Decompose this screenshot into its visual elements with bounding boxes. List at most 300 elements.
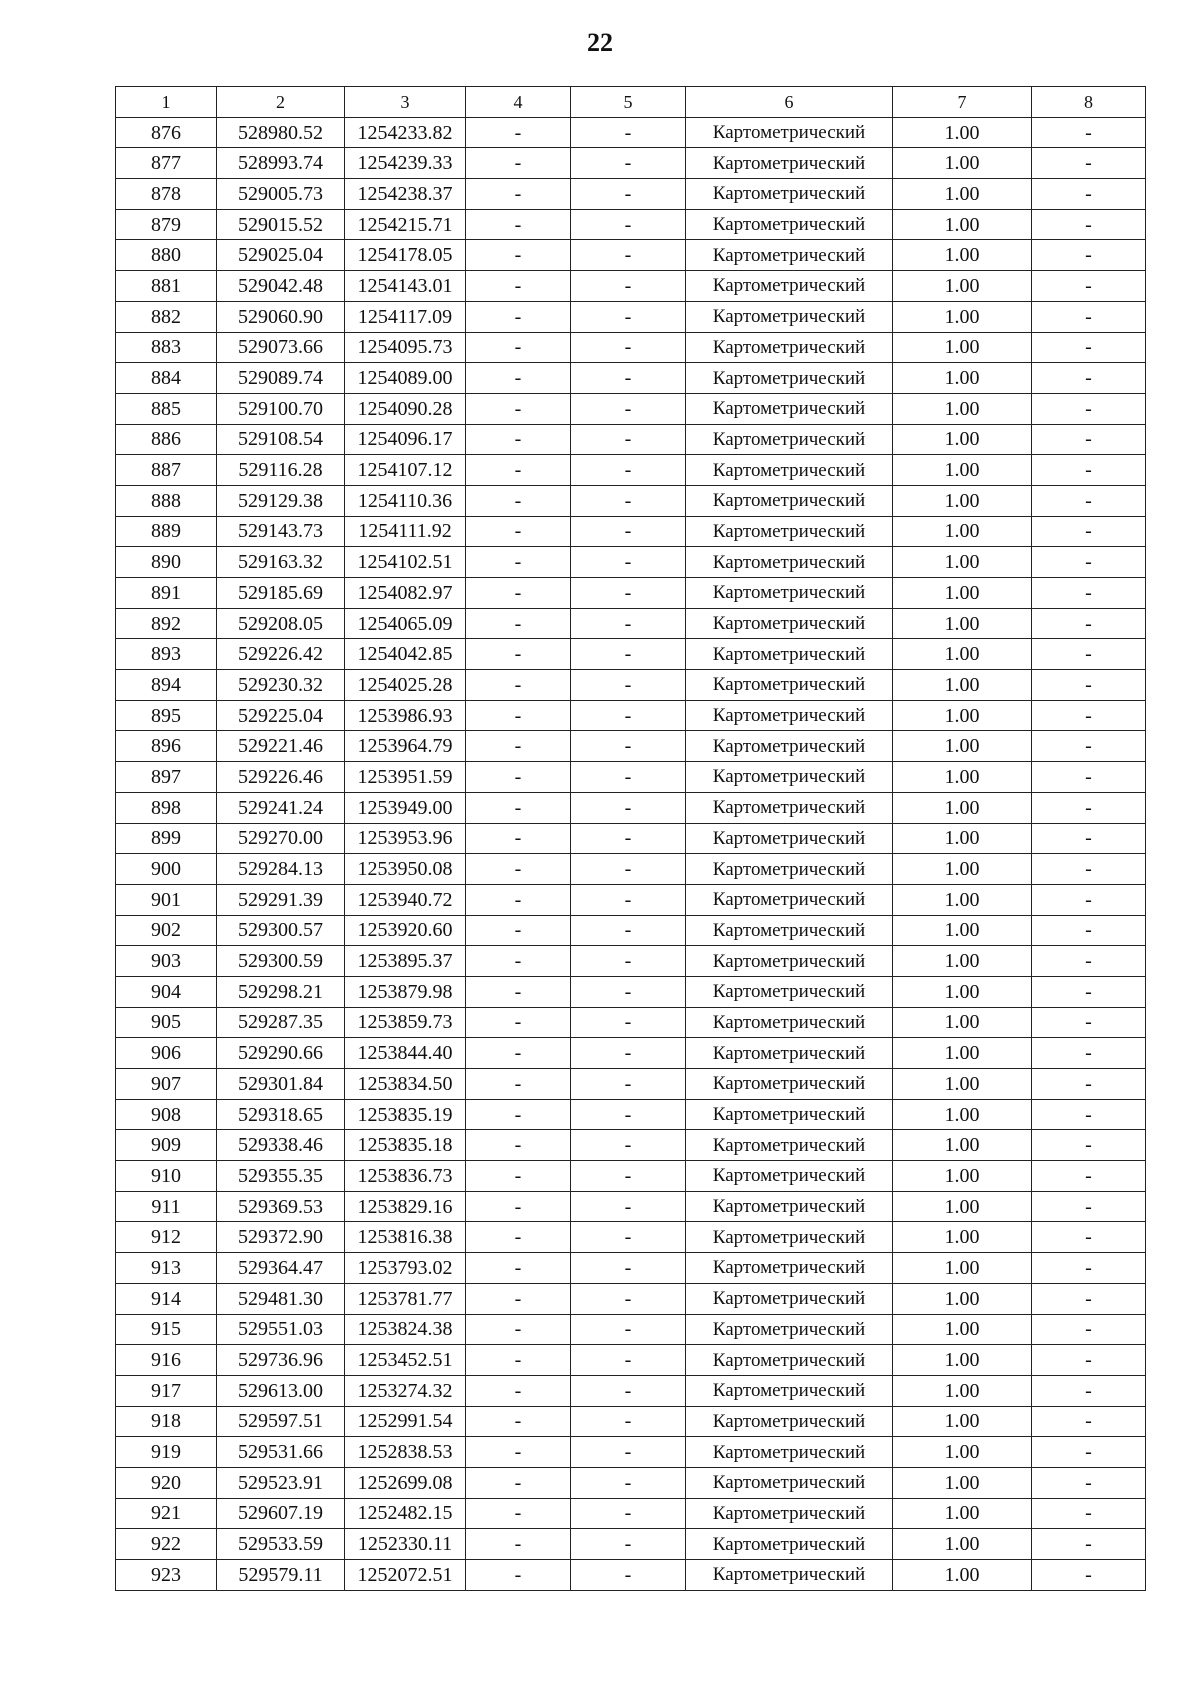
- table-row: [116, 1560, 1146, 1591]
- table-cell: Картометрический: [686, 455, 893, 486]
- table-cell: Картометрический: [686, 148, 893, 179]
- table-cell: 529533.59: [217, 1529, 345, 1560]
- table-cell: 529523.91: [217, 1467, 345, 1498]
- table-cell: 1.00: [893, 1375, 1032, 1406]
- table-cell: -: [571, 1375, 686, 1406]
- table-row: [116, 1529, 1146, 1560]
- table-cell: -: [571, 1560, 686, 1591]
- table-cell: Картометрический: [686, 884, 893, 915]
- table-cell: 1.00: [893, 1529, 1032, 1560]
- table-cell: -: [466, 117, 571, 148]
- table-row: [116, 1314, 1146, 1345]
- table-row: [116, 301, 1146, 332]
- table-cell: 885: [116, 393, 217, 424]
- table-row: [116, 1222, 1146, 1253]
- table-row: [116, 1467, 1146, 1498]
- table-cell: -: [571, 1069, 686, 1100]
- table-cell: 1.00: [893, 547, 1032, 578]
- table-cell: 1.00: [893, 762, 1032, 793]
- page-number: 22: [587, 28, 613, 57]
- table-cell: -: [466, 424, 571, 455]
- table-cell: -: [466, 1467, 571, 1498]
- table-row: [116, 424, 1146, 455]
- table-cell: Картометрический: [686, 516, 893, 547]
- table-cell: Картометрический: [686, 1314, 893, 1345]
- table-cell: Картометрический: [686, 946, 893, 977]
- table-cell: 1254089.00: [345, 363, 466, 394]
- table-cell: -: [1032, 1161, 1146, 1192]
- table-cell: -: [466, 1007, 571, 1038]
- table-cell: -: [466, 792, 571, 823]
- table-cell: 1254102.51: [345, 547, 466, 578]
- table-cell: 529287.35: [217, 1007, 345, 1038]
- table-row: [116, 393, 1146, 424]
- table-row: [116, 578, 1146, 609]
- table-cell: 529300.59: [217, 946, 345, 977]
- table-cell: -: [466, 608, 571, 639]
- table-cell: -: [571, 209, 686, 240]
- table-cell: -: [571, 148, 686, 179]
- table-cell: -: [571, 1099, 686, 1130]
- table-cell: -: [1032, 1069, 1146, 1100]
- table-cell: 529025.04: [217, 240, 345, 271]
- table-cell: 1.00: [893, 1345, 1032, 1376]
- table-cell: 1254111.92: [345, 516, 466, 547]
- table-cell: -: [1032, 1345, 1146, 1376]
- table-cell: -: [466, 700, 571, 731]
- table-cell: -: [571, 854, 686, 885]
- table-row: [116, 271, 1146, 302]
- table-cell: -: [571, 823, 686, 854]
- table-cell: -: [466, 823, 571, 854]
- table-cell: -: [1032, 1314, 1146, 1345]
- table-cell: Картометрический: [686, 209, 893, 240]
- table-cell: 895: [116, 700, 217, 731]
- table-cell: -: [571, 731, 686, 762]
- table-cell: Картометрический: [686, 1191, 893, 1222]
- table-cell: -: [1032, 639, 1146, 670]
- table-cell: 529531.66: [217, 1437, 345, 1468]
- table-cell: 1254178.05: [345, 240, 466, 271]
- table-row: [116, 485, 1146, 516]
- table-cell: 900: [116, 854, 217, 885]
- table-cell: Картометрический: [686, 1007, 893, 1038]
- table-cell: 913: [116, 1253, 217, 1284]
- table-cell: 915: [116, 1314, 217, 1345]
- table-row: [116, 976, 1146, 1007]
- table-cell: 905: [116, 1007, 217, 1038]
- table-cell: 1253274.32: [345, 1375, 466, 1406]
- table-row: [116, 731, 1146, 762]
- table-cell: 886: [116, 424, 217, 455]
- table-cell: 529208.05: [217, 608, 345, 639]
- coordinates-table: [115, 86, 1146, 1591]
- table-cell: -: [466, 1130, 571, 1161]
- table-cell: Картометрический: [686, 1253, 893, 1284]
- table-cell: 1253835.18: [345, 1130, 466, 1161]
- table-cell: 1.00: [893, 1253, 1032, 1284]
- table-cell: -: [466, 1099, 571, 1130]
- table-cell: Картометрический: [686, 608, 893, 639]
- table-cell: 1254238.37: [345, 179, 466, 210]
- table-cell: 907: [116, 1069, 217, 1100]
- table-cell: -: [466, 915, 571, 946]
- table-cell: -: [1032, 547, 1146, 578]
- table-cell: -: [571, 1161, 686, 1192]
- table-cell: 1.00: [893, 578, 1032, 609]
- table-cell: -: [571, 1467, 686, 1498]
- table-cell: 1254107.12: [345, 455, 466, 486]
- table-cell: -: [466, 516, 571, 547]
- table-cell: Картометрический: [686, 1130, 893, 1161]
- table-cell: 1.00: [893, 608, 1032, 639]
- table-cell: -: [571, 363, 686, 394]
- table-cell: -: [466, 1038, 571, 1069]
- table-cell: -: [466, 1161, 571, 1192]
- table-cell: Картометрический: [686, 1099, 893, 1130]
- table-cell: 1.00: [893, 179, 1032, 210]
- table-row: [116, 823, 1146, 854]
- table-cell: 1253920.60: [345, 915, 466, 946]
- table-row: [116, 1007, 1146, 1038]
- table-cell: 529736.96: [217, 1345, 345, 1376]
- table-cell: 1.00: [893, 148, 1032, 179]
- table-cell: Картометрический: [686, 1467, 893, 1498]
- table-row: [116, 1345, 1146, 1376]
- table-cell: -: [1032, 854, 1146, 885]
- table-cell: 1.00: [893, 363, 1032, 394]
- table-cell: 529284.13: [217, 854, 345, 885]
- table-cell: -: [1032, 516, 1146, 547]
- table-row: [116, 639, 1146, 670]
- table-cell: 529226.46: [217, 762, 345, 793]
- table-cell: -: [1032, 240, 1146, 271]
- table-cell: 1.00: [893, 1406, 1032, 1437]
- table-cell: -: [466, 1406, 571, 1437]
- table-cell: -: [1032, 915, 1146, 946]
- table-cell: 1.00: [893, 1437, 1032, 1468]
- table-cell: -: [466, 1529, 571, 1560]
- table-cell: -: [1032, 1253, 1146, 1284]
- table-cell: Картометрический: [686, 1498, 893, 1529]
- table-cell: -: [1032, 1375, 1146, 1406]
- table-cell: -: [571, 1222, 686, 1253]
- table-cell: 897: [116, 762, 217, 793]
- table-cell: 912: [116, 1222, 217, 1253]
- table-cell: -: [466, 1314, 571, 1345]
- table-cell: -: [571, 485, 686, 516]
- table-cell: -: [466, 271, 571, 302]
- table-cell: -: [466, 1222, 571, 1253]
- table-cell: 890: [116, 547, 217, 578]
- table-cell: 889: [116, 516, 217, 547]
- table-cell: 899: [116, 823, 217, 854]
- table-cell: -: [571, 547, 686, 578]
- table-row: [116, 179, 1146, 210]
- table-cell: Картометрический: [686, 762, 893, 793]
- table-cell: Картометрический: [686, 271, 893, 302]
- table-cell: 1.00: [893, 1191, 1032, 1222]
- table-cell: 876: [116, 117, 217, 148]
- table-cell: 1253452.51: [345, 1345, 466, 1376]
- table-cell: 1.00: [893, 1314, 1032, 1345]
- table-row: [116, 792, 1146, 823]
- table-cell: 1252991.54: [345, 1406, 466, 1437]
- table-cell: 1253816.38: [345, 1222, 466, 1253]
- table-cell: 1252699.08: [345, 1467, 466, 1498]
- table-cell: 1.00: [893, 823, 1032, 854]
- table-cell: 1254082.97: [345, 578, 466, 609]
- table-cell: -: [466, 1253, 571, 1284]
- table-cell: -: [466, 854, 571, 885]
- table-cell: 528980.52: [217, 117, 345, 148]
- table-cell: -: [1032, 1498, 1146, 1529]
- table-cell: -: [571, 271, 686, 302]
- table-cell: -: [571, 117, 686, 148]
- table-cell: Картометрический: [686, 792, 893, 823]
- table-row: [116, 1406, 1146, 1437]
- table-cell: 914: [116, 1283, 217, 1314]
- table-cell: 1.00: [893, 1560, 1032, 1591]
- table-cell: 1253835.19: [345, 1099, 466, 1130]
- column-header-7: 7: [893, 87, 1032, 118]
- table-cell: Картометрический: [686, 301, 893, 332]
- table-cell: 1252072.51: [345, 1560, 466, 1591]
- table-cell: 1.00: [893, 240, 1032, 271]
- table-cell: 883: [116, 332, 217, 363]
- table-cell: 878: [116, 179, 217, 210]
- table-cell: Картометрический: [686, 976, 893, 1007]
- table-cell: 1254042.85: [345, 639, 466, 670]
- column-header-5: 5: [571, 87, 686, 118]
- table-row: [116, 854, 1146, 885]
- table-row: [116, 209, 1146, 240]
- table-cell: 529116.28: [217, 455, 345, 486]
- table-cell: 1254096.17: [345, 424, 466, 455]
- table-cell: -: [1032, 179, 1146, 210]
- table-row: [116, 946, 1146, 977]
- table-cell: 1.00: [893, 209, 1032, 240]
- table-cell: 529108.54: [217, 424, 345, 455]
- table-cell: -: [571, 915, 686, 946]
- table-cell: Картометрический: [686, 1283, 893, 1314]
- table-cell: 529143.73: [217, 516, 345, 547]
- table-cell: -: [466, 1345, 571, 1376]
- table-cell: 529185.69: [217, 578, 345, 609]
- table-cell: -: [1032, 823, 1146, 854]
- table-cell: Картометрический: [686, 363, 893, 394]
- table-row: [116, 363, 1146, 394]
- table-cell: 1254215.71: [345, 209, 466, 240]
- table-cell: -: [466, 393, 571, 424]
- table-cell: Картометрический: [686, 1560, 893, 1591]
- table-cell: -: [466, 670, 571, 701]
- table-cell: Картометрический: [686, 1529, 893, 1560]
- table-row: [116, 1375, 1146, 1406]
- table-row: [116, 1069, 1146, 1100]
- table-cell: -: [571, 1345, 686, 1376]
- table-cell: -: [466, 332, 571, 363]
- table-row: [116, 1253, 1146, 1284]
- table-cell: 529290.66: [217, 1038, 345, 1069]
- table-cell: -: [1032, 209, 1146, 240]
- table-cell: 1254110.36: [345, 485, 466, 516]
- table-cell: -: [466, 363, 571, 394]
- table-cell: Картометрический: [686, 578, 893, 609]
- table-cell: 529163.32: [217, 547, 345, 578]
- table-cell: 529338.46: [217, 1130, 345, 1161]
- table-row: [116, 1130, 1146, 1161]
- table-cell: 1253781.77: [345, 1283, 466, 1314]
- table-cell: -: [1032, 1222, 1146, 1253]
- table-cell: 1.00: [893, 117, 1032, 148]
- table-cell: Картометрический: [686, 179, 893, 210]
- table-cell: -: [571, 179, 686, 210]
- table-cell: 1.00: [893, 854, 1032, 885]
- table-cell: 529579.11: [217, 1560, 345, 1591]
- table-cell: -: [571, 1007, 686, 1038]
- table-cell: -: [1032, 762, 1146, 793]
- table-cell: -: [466, 762, 571, 793]
- table-cell: -: [466, 1375, 571, 1406]
- table-cell: -: [571, 393, 686, 424]
- column-header-3: 3: [345, 87, 466, 118]
- table-cell: 911: [116, 1191, 217, 1222]
- table-cell: 909: [116, 1130, 217, 1161]
- table-cell: 1254233.82: [345, 117, 466, 148]
- table-cell: -: [466, 946, 571, 977]
- table-row: [116, 516, 1146, 547]
- table-cell: -: [1032, 731, 1146, 762]
- table-cell: -: [1032, 1406, 1146, 1437]
- table-cell: -: [466, 1560, 571, 1591]
- table-cell: -: [571, 1314, 686, 1345]
- table-cell: Картометрический: [686, 915, 893, 946]
- table-cell: 1.00: [893, 1498, 1032, 1529]
- table-cell: 906: [116, 1038, 217, 1069]
- table-cell: 1253879.98: [345, 976, 466, 1007]
- table-cell: 529015.52: [217, 209, 345, 240]
- table-cell: 910: [116, 1161, 217, 1192]
- table-cell: 916: [116, 1345, 217, 1376]
- table-cell: 1253829.16: [345, 1191, 466, 1222]
- table-cell: 1253964.79: [345, 731, 466, 762]
- table-row: [116, 884, 1146, 915]
- table-cell: 1.00: [893, 731, 1032, 762]
- table-cell: -: [466, 455, 571, 486]
- column-header-8: 8: [1032, 87, 1146, 118]
- table-cell: 1253844.40: [345, 1038, 466, 1069]
- table-row: [116, 148, 1146, 179]
- table-row: [116, 1099, 1146, 1130]
- table-cell: Картометрический: [686, 332, 893, 363]
- table-cell: 1253793.02: [345, 1253, 466, 1284]
- table-cell: -: [571, 1130, 686, 1161]
- table-cell: 908: [116, 1099, 217, 1130]
- table-cell: Картометрический: [686, 1406, 893, 1437]
- table-cell: 529005.73: [217, 179, 345, 210]
- table-row: [116, 762, 1146, 793]
- table-cell: 881: [116, 271, 217, 302]
- table-cell: -: [1032, 1130, 1146, 1161]
- table-cell: 529129.38: [217, 485, 345, 516]
- column-header-4: 4: [466, 87, 571, 118]
- table-cell: 1.00: [893, 670, 1032, 701]
- table-cell: -: [1032, 1038, 1146, 1069]
- table-cell: Картометрический: [686, 547, 893, 578]
- table-cell: 1253950.08: [345, 854, 466, 885]
- table-cell: 1.00: [893, 1222, 1032, 1253]
- table-cell: -: [466, 148, 571, 179]
- table-cell: -: [1032, 670, 1146, 701]
- table-cell: 529226.42: [217, 639, 345, 670]
- table-cell: 1.00: [893, 301, 1032, 332]
- table-cell: 1.00: [893, 792, 1032, 823]
- table-cell: 529230.32: [217, 670, 345, 701]
- table-cell: -: [1032, 117, 1146, 148]
- table-cell: 917: [116, 1375, 217, 1406]
- table-cell: 1253859.73: [345, 1007, 466, 1038]
- table-cell: 1.00: [893, 516, 1032, 547]
- table-cell: 1.00: [893, 1069, 1032, 1100]
- table-cell: 918: [116, 1406, 217, 1437]
- table-cell: -: [1032, 301, 1146, 332]
- table-cell: 1.00: [893, 946, 1032, 977]
- table-cell: 1.00: [893, 1130, 1032, 1161]
- table-cell: 1254090.28: [345, 393, 466, 424]
- table-cell: -: [571, 884, 686, 915]
- table-cell: -: [571, 639, 686, 670]
- table-cell: 920: [116, 1467, 217, 1498]
- table-cell: -: [571, 332, 686, 363]
- table-cell: -: [1032, 485, 1146, 516]
- table-cell: -: [571, 608, 686, 639]
- table-cell: -: [571, 1498, 686, 1529]
- table-cell: 919: [116, 1437, 217, 1468]
- table-cell: 1253940.72: [345, 884, 466, 915]
- table-cell: 529481.30: [217, 1283, 345, 1314]
- table-cell: 1254065.09: [345, 608, 466, 639]
- table-cell: 884: [116, 363, 217, 394]
- table-cell: 1.00: [893, 976, 1032, 1007]
- table-row: [116, 608, 1146, 639]
- table-row: [116, 117, 1146, 148]
- table-cell: -: [466, 485, 571, 516]
- table-cell: 901: [116, 884, 217, 915]
- table-cell: 529369.53: [217, 1191, 345, 1222]
- table-cell: 894: [116, 670, 217, 701]
- table-cell: -: [466, 976, 571, 1007]
- table-cell: -: [466, 179, 571, 210]
- table-cell: -: [571, 455, 686, 486]
- table-cell: 529042.48: [217, 271, 345, 302]
- table-cell: 892: [116, 608, 217, 639]
- table-cell: 529301.84: [217, 1069, 345, 1100]
- table-cell: -: [1032, 393, 1146, 424]
- table-cell: -: [571, 792, 686, 823]
- table-cell: -: [1032, 455, 1146, 486]
- table-cell: -: [571, 578, 686, 609]
- table-cell: 1252838.53: [345, 1437, 466, 1468]
- table-cell: 529597.51: [217, 1406, 345, 1437]
- header-row: [116, 87, 1146, 118]
- table-cell: 1.00: [893, 332, 1032, 363]
- table-cell: 1254095.73: [345, 332, 466, 363]
- table-row: [116, 1038, 1146, 1069]
- table-cell: -: [1032, 578, 1146, 609]
- table-cell: -: [1032, 148, 1146, 179]
- table-cell: -: [1032, 1283, 1146, 1314]
